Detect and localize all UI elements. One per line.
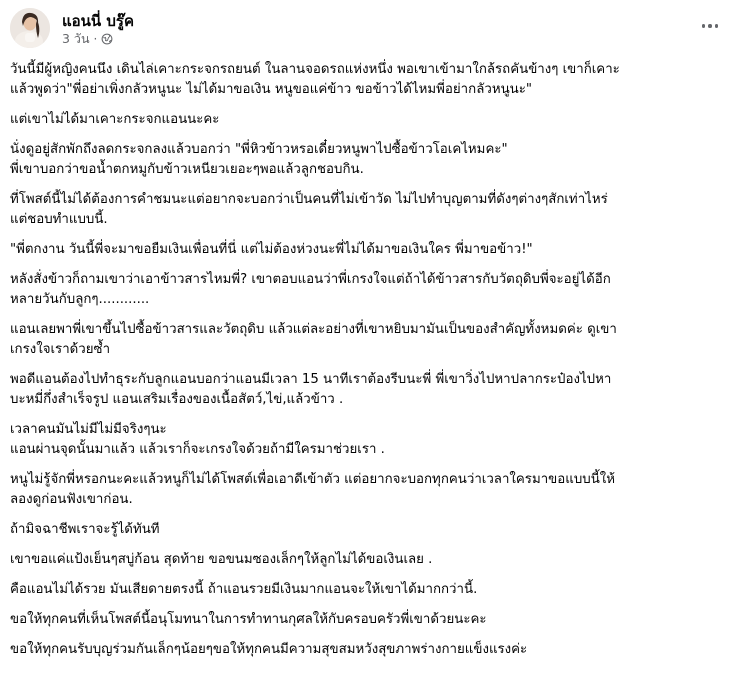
post-paragraph: คือแอนไม่ได้รวย มันเสียดายตรงนี้ ถ้าแอนรวยมีเงินมากแอนจะให้เขาได้มากกว่านี้. — [10, 582, 478, 597]
post-paragraph: เขาขอแค่แป้งเย็นๆสบู่ก้อน สุดท้าย ขอขนมซองเล็กๆให้ลูกไม่ได้ขอเงินเลย . — [10, 552, 433, 567]
avatar-photo — [10, 8, 50, 48]
post-paragraph: "พี่ตกงาน วันนี้พี่จะมาขอยืมเงินเพื่อนที่นี่ แต่ไม่ต้องห่วงนะพี่ไม่ได้มาขอเงินใคร พี่มาขอข้าว!" — [10, 242, 533, 257]
post-paragraph: ขอให้ทุกคนรับบุญร่วมกันเล็กๆน้อยๆขอให้ทุกคนมีความสุขสมหวังสุขภาพร่างกายแข็งแรงค่ะ — [10, 642, 528, 657]
post-paragraph: แต่เขาไม่ได้มาเคาะกระจกแอนนะคะ — [10, 112, 220, 127]
post-paragraph: นั่งดูอยู่สักพักถึงลดกระจกลงแล้วบอกว่า "พี่หิวข้าวหรอเดี๋ยวหนูพาไปซื้อข้าวโอเคไหมคะ" พี่เขาบอกว่าขอน้ำตกหมูกับข้าวเหนียวเยอะๆพอแล้วลูกชอบกิน. — [10, 142, 508, 177]
post-paragraph: ขอให้ทุกคนที่เห็นโพสต์นี้อนุโมทนาในการทำทานกุศลให้กับครอบครัวพี่เขาด้วยนะคะ — [10, 612, 487, 627]
post-paragraph: วันนี้มีผู้หญิงคนนึง เดินไล่เคาะกระจกรถยนต์ ในลานจอดรถแห่งหนึ่ง พอเขาเข้ามาใกล้รถคันข้างๆ เขาก็เคาะ แล้วพูดว่า"พี่อย่าเพิ่งกลัวหนูนะ ไม่ได้มาขอเงิน หนูขอแค่ข้าว ขอข้าวได้ไหมพี่อย่ากลัวหนูนะ" — [10, 62, 620, 97]
more-options-icon[interactable] — [696, 16, 724, 36]
author-avatar[interactable] — [10, 8, 50, 48]
post-time[interactable]: 3 วัน — [62, 31, 90, 46]
post-meta — [62, 29, 113, 49]
globe-icon[interactable] — [101, 33, 113, 45]
author-name[interactable]: แอนนี่ บรู๊ค — [62, 12, 135, 30]
post-paragraph: พอดีแอนต้องไปทำธุระกับลูกแอนบอกว่าแอนมีเวลา 15 นาทีเราต้องรีบนะพี่ พี่เขาวิ่งไปหาปลากระป๋องไปหา บะหมี่กึ่งสำเร็จรูป แอนเสริมเรื่องของเนื้อสัตว์,ไข่,แล้วข้าว . — [10, 372, 612, 407]
post-paragraph: ถ้ามิจฉาชีพเราจะรู้ได้ทันที — [10, 522, 160, 537]
post-paragraph: แอนเลยพาพี่เขาขึ้นไปซื้อข้าวสารและวัตถุดิบ แล้วแต่ละอย่างที่เขาหยิบมามันเป็นของสำคัญทั้งหมดค่ะ ดูเขา เกรงใจเราด้วยซ้ำ — [10, 322, 617, 357]
post-paragraph: เวลาคนมันไม่มีไม่มีจริงๆนะ แอนผ่านจุดนั้นมาแล้ว แล้วเราก็จะเกรงใจด้วยถ้ามีใครมาช่วยเรา . — [10, 422, 385, 457]
post-paragraph: หลังสั่งข้าวก็ถามเขาว่าเอาข้าวสารไหมพี่? เขาตอบแอนว่าพี่เกรงใจแต่ถ้าได้ข้าวสารกับวัตถุดิบพี่จะอยู่ได้อีก หลายวันกับลูกๆ............ — [10, 272, 611, 307]
post-paragraph: หนูไม่รู้จักพี่หรอกนะคะแล้วหนูก็ไม่ได้โพสต์เพื่อเอาดีเข้าตัว แต่อยากจะบอกทุกคนว่าเวลาใครมาขอแบบนี้ให้ ลองดูก่อนฟังเขาก่อน. — [10, 472, 616, 507]
meta-separator: · — [93, 32, 98, 46]
post-text — [10, 60, 726, 670]
post-header — [10, 8, 726, 48]
post-paragraph: ที่โพสต์นี้ไม่ได้ต้องการคำชมนะแต่อยากจะบอกว่าเป็นคนที่ไม่เข้าวัด ไม่ไปทำบุญตามที่ดังๆต่างๆสักเท่าไหร่ แต่ชอบทำแบบนี้. — [10, 192, 608, 227]
